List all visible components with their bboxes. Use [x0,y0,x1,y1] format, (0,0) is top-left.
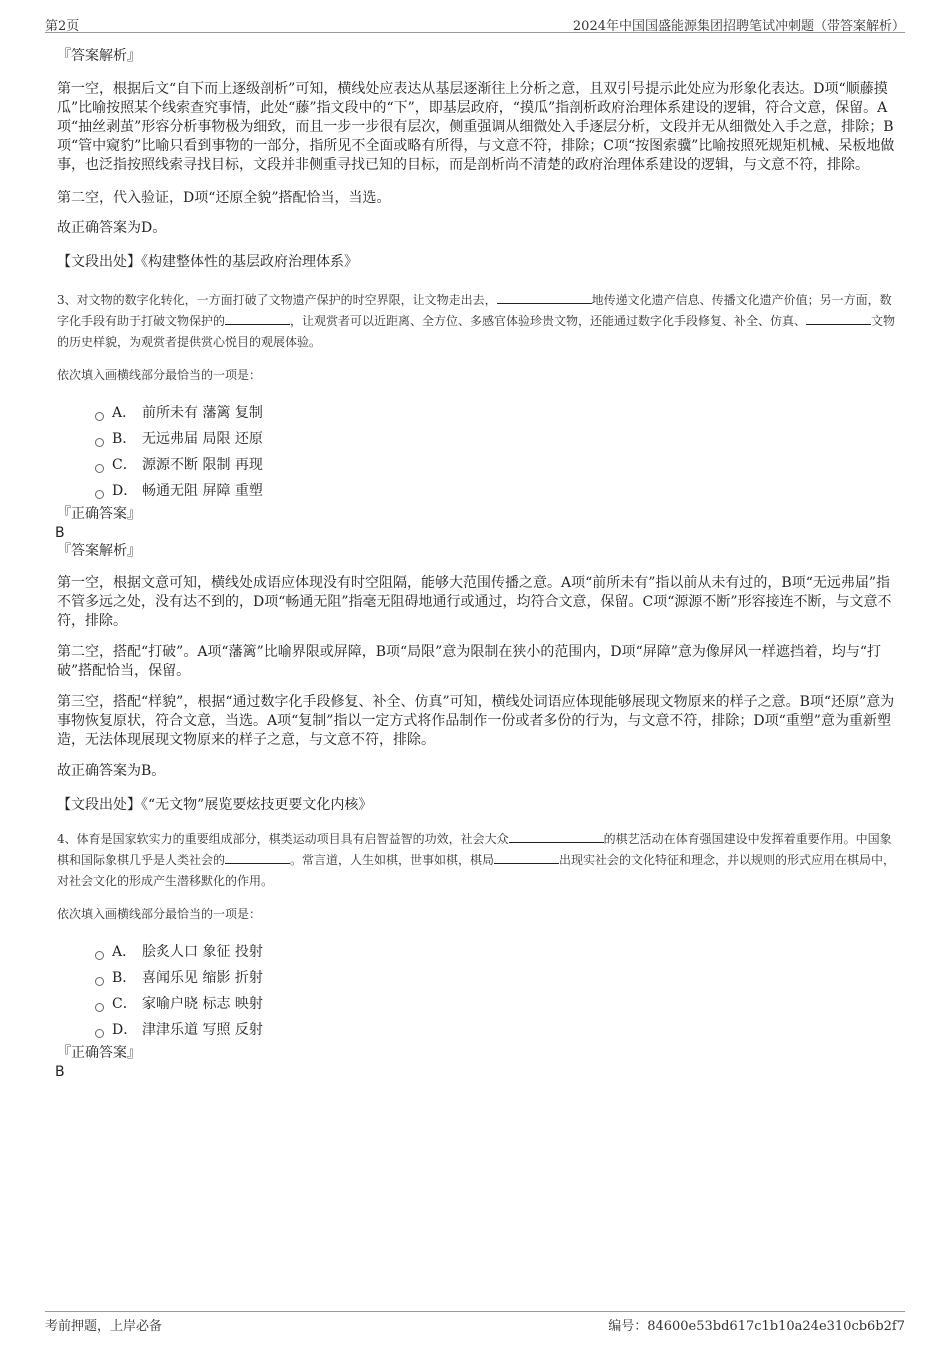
question-3-options [95,400,902,504]
analysis-paragraph: 第三空，搭配“样貌”，根据“通过数字化手段修复、补全、仿真”可知，横线处词语应体现能够展现文物原来的样子之意。B项“还原”意为事物恢复原状，符合文意，当选。A项“复制”指以一定方式将作品制作一份或者多份的行为，与文意不符，排除；D项“重塑”意为重新塑造，无法体现展现文物原来的样子之意，与文意不符，排除。 [57,694,895,748]
option-d[interactable]: D． 津津乐道 写照 反射 [95,1017,902,1043]
option-b[interactable]: B． 喜闻乐见 缩影 折射 [95,965,902,991]
radio-icon[interactable] [95,438,104,447]
option-c[interactable]: C． 源源不断 限制 再现 [95,452,902,478]
passage-source: 【文段出处】《构建整体性的基层政府治理体系》 [57,254,358,270]
page-number: 第2页 [45,19,80,34]
radio-icon[interactable] [95,951,104,960]
analysis-paragraph: 第一空，根据后文“自下而上逐级剖析”可知，横线处应表达从基层逐渐往上分析之意，且双引号提示此处应为形象化表达。D项“顺藤摸瓜”比喻按照某个线索查究事情，此处“藤”指文段中的“下”，即基层政府，“摸瓜”指剖析政府治理体系建设的逻辑，符合文意，保留。A项“抽丝剥茧”形容分析事物极为细致，而且一步一步很有层次，侧重强调从细微处入手逐层分析，文段并无从细微处入手之意，排除；B项“管中窥豹”比喻只看到事物的一部分，指所见不全面或略有所得，与文意不符，排除；C项“按图索骥”比喻按照死规矩机械、呆板地做事，也泛指按照线索寻找目标，文段并非侧重寻找已知的目标，而是剖析尚不清楚的政府治理体系建设的逻辑，与文意不符，排除。 [57,81,895,173]
question-prompt: 依次填入画横线部分最恰当的一项是： [57,368,262,382]
option-d[interactable]: D． 畅通无阻 屏障 重塑 [95,478,902,504]
correct-answer: B [55,525,65,541]
radio-icon[interactable] [95,977,104,986]
correct-answer-tag: 『正确答案』 [57,1045,141,1061]
radio-icon[interactable] [95,1029,104,1038]
correct-answer-tag: 『正确答案』 [57,506,141,522]
analysis-paragraph: 第二空，搭配“打破”。A项“藩篱”比喻界限或屏障，B项“局限”意为限制在狭小的范围内，D项“屏障”意为像屏风一样遮挡着，均与“打破”搭配恰当，保留。 [57,644,882,679]
answer-blank [509,830,604,843]
analysis-tag: 『答案解析』 [57,543,141,559]
answer-blank [225,312,290,325]
option-c[interactable]: C． 家喻户晓 标志 映射 [95,991,902,1017]
document-serial: 编号：84600e53bd617c1b10a24e310cb6b2f7 [608,1319,905,1334]
page-header [45,12,905,33]
answer-blank [494,851,559,864]
page-content [57,47,902,1081]
analysis-conclusion: 故正确答案为B。 [57,763,166,779]
radio-icon[interactable] [95,1003,104,1012]
option-a[interactable]: A． 前所未有 藩篱 复制 [95,400,902,426]
analysis-paragraph: 第一空，根据文意可知，横线处成语应体现没有时空阻隔，能够大范围传播之意。A项“前所未有”指以前从未有过的，B项“无远弗届”指不管多远之处，没有达不到的，D项“畅通无阻”指毫无阻碍地通行或通过，均符合文意，保留。C项“源源不断”形容接连不断，与文意不符，排除。 [57,575,892,629]
answer-blank [497,291,592,304]
analysis-conclusion: 故正确答案为D。 [57,220,167,236]
answer-blank [225,851,290,864]
radio-icon[interactable] [95,464,104,473]
radio-icon[interactable] [95,490,104,499]
correct-answer: B [55,1064,65,1080]
option-a[interactable]: A． 脍炙人口 象征 投射 [95,939,902,965]
question-prompt: 依次填入画横线部分最恰当的一项是： [57,907,262,921]
question-4-text: 4、体育是国家软实力的重要组成部分，棋类运动项目具有启智益智的功效，社会大众 的棋艺活动在体育强国建设中发挥着重要作用。中国象棋和国际象棋几乎是人类社会的 。常言道，人生如棋，世事如棋，棋局 出现实社会的文化特征和理念，并以规则的形式应用在棋局中，对社会文化的形成产生潜移默化的作用。 [57,832,896,888]
radio-icon[interactable] [95,412,104,421]
document-title: 2024年中国国盛能源集团招聘笔试冲刺题（带答案解析） [572,19,905,34]
question-4-options [95,939,902,1043]
passage-source: 【文段出处】《“无文物”展览要炫技更要文化内核》 [57,797,373,813]
option-b[interactable]: B． 无远弗届 局限 还原 [95,426,902,452]
question-3-text: 3、对文物的数字化转化，一方面打破了文物遗产保护的时空界限，让文物走出去， 地传递文化遗产信息、传播文化遗产价值；另一方面，数字化手段有助于打破文物保护的 ，让观赏者可以近距离、全方位、多感官体验珍贵文物，还能通过数字化手段修复、补全、仿真、 文物的历史样貌，为观赏者提供赏心悦目的观展体验。 [57,293,896,349]
footer-slogan: 考前押题，上岸必备 [45,1319,163,1334]
analysis-tag: 『答案解析』 [57,48,141,64]
analysis-paragraph: 第二空，代入验证，D项“还原全貌”搭配恰当，当选。 [57,190,391,206]
page-footer [45,1311,905,1334]
answer-blank [806,312,871,325]
